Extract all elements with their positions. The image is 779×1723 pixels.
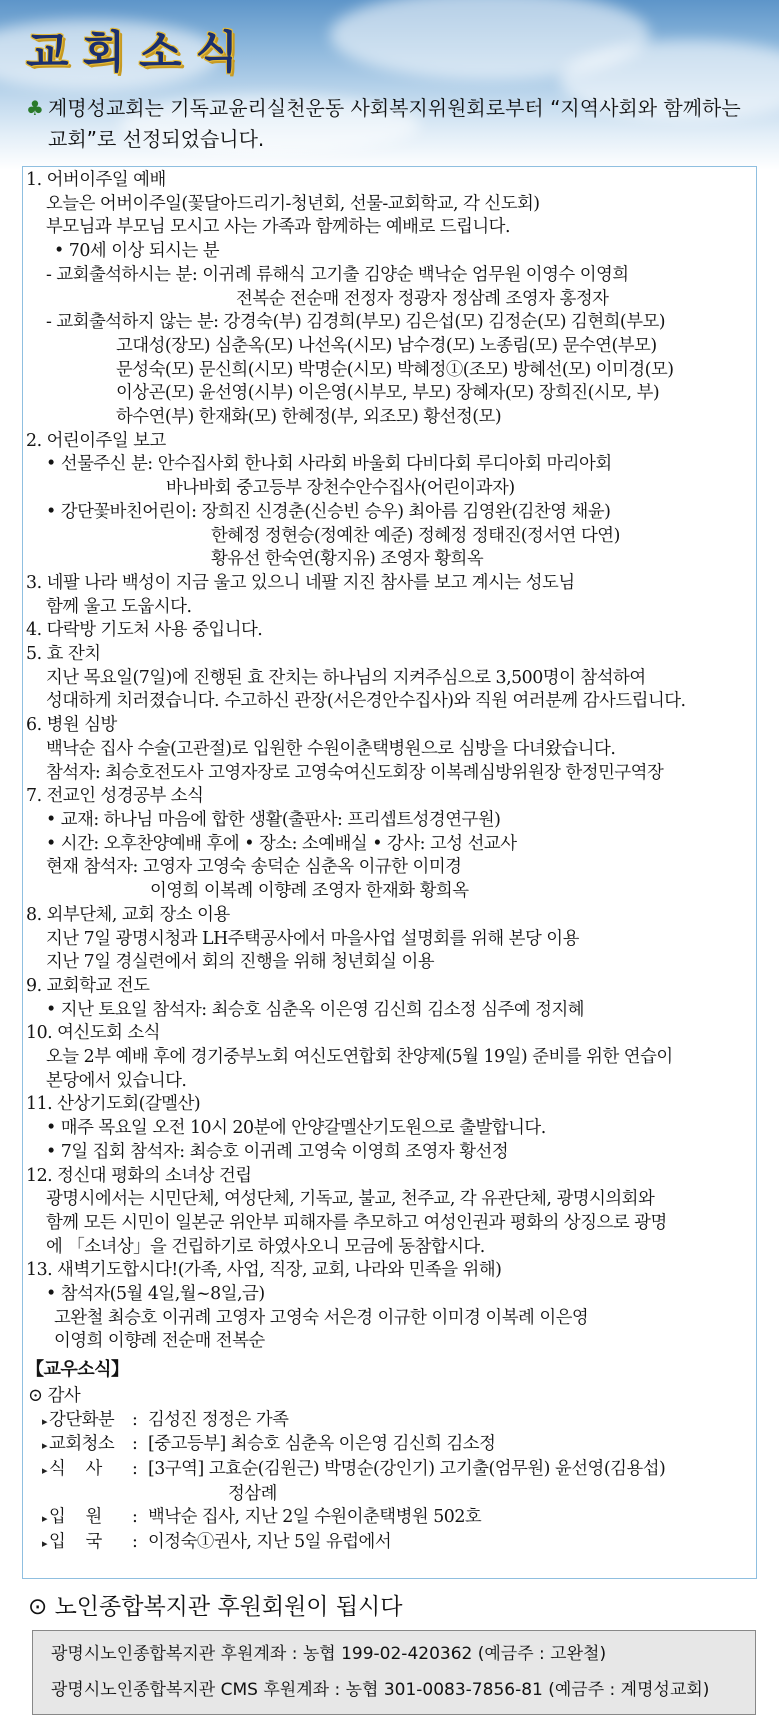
triangle-bullet-icon: ▸ bbox=[42, 1537, 48, 1551]
section-line: 오늘 2부 예배 후에 경기중부노회 여신도연합회 찬양제(5월 19일) 준비를 위한 연습이 bbox=[46, 1047, 673, 1068]
section-line: 전복순 전순매 전정자 정광자 정삼례 조영자 홍정자 bbox=[236, 288, 609, 309]
thanks-label: 감사 bbox=[47, 1385, 81, 1406]
section-line: 본당에서 있습니다. bbox=[46, 1070, 187, 1091]
section-title: 8. 외부단체, 교회 장소 이용 bbox=[26, 904, 230, 925]
section-line: 고대성(장모) 심춘옥(모) 나선옥(시모) 남수경(모) 노종림(모) 문수연(부모) bbox=[116, 335, 657, 356]
section-9 bbox=[26, 975, 756, 1022]
section-title: 12. 정신대 평화의 소녀상 건립 bbox=[26, 1165, 252, 1186]
triangle-bullet-icon: ▸ bbox=[42, 1414, 48, 1428]
row-colon: : bbox=[132, 1532, 138, 1553]
section-5 bbox=[26, 643, 756, 714]
club-icon: ♣ bbox=[26, 96, 44, 120]
section-13 bbox=[26, 1259, 756, 1354]
row-colon: : bbox=[132, 1409, 138, 1430]
intro-text: 계명성교회는 기독교윤리실천운동 사회복지위원회로부터 “지역사회와 함께하는 교회”로 선정되었습니다. bbox=[48, 96, 741, 151]
section-title: 7. 전교인 성경공부 소식 bbox=[26, 786, 204, 807]
row-value: [중고등부] 최승호 심춘옥 이은영 김신희 김소정 bbox=[148, 1434, 496, 1455]
section-line: 이상곤(모) 윤선영(시부) 이은영(시부모, 부모) 장혜자(모) 장희진(시모, 부) bbox=[116, 383, 660, 404]
page-title: 교회소식 bbox=[26, 27, 253, 78]
section-line: • 시간: 오후찬양예배 후에 • 장소: 소예배실 • 강사: 고성 선교사 bbox=[46, 833, 517, 854]
section-line: 에 「소녀상」을 건립하기로 하였사오니 모금에 동참합시다. bbox=[46, 1236, 485, 1257]
section-line: 참석자: 최승호전도사 고영자장로 고영숙여신도회장 이복례심방위원장 한정민구역장 bbox=[46, 762, 664, 783]
section-line: - 교회출석하지 않는 분: 강경숙(부) 김경희(부모) 김은섭(모) 김정순(모) 김현희(부모) bbox=[46, 312, 666, 333]
section-line: 현재 참석자: 고영자 고영숙 송덕순 심춘옥 이규한 이미경 bbox=[46, 857, 462, 878]
section-line: 광명시에서는 시민단체, 여성단체, 기독교, 불교, 천주교, 각 유관단체, 광명시의회와 bbox=[46, 1189, 655, 1210]
section-line: 이영희 이복례 이향례 조영자 한재화 황희옥 bbox=[150, 881, 469, 902]
header-banner bbox=[0, 0, 779, 170]
section-line: 함께 모든 시민이 일본군 위안부 피해자를 추모하고 여성인권과 평화의 상징으로 광명 bbox=[46, 1212, 667, 1233]
row-label: 교회청소 bbox=[49, 1434, 115, 1455]
section-line: • 지난 토요일 참석자: 최승호 심춘옥 이은영 김신희 김소정 심주예 정지혜 bbox=[46, 999, 585, 1020]
section-line: 고완철 최승호 이귀례 고영자 고영숙 서은경 이규한 이미경 이복례 이은영 bbox=[54, 1307, 589, 1328]
section-title: 2. 어린이주일 보고 bbox=[26, 430, 166, 451]
member-news-row bbox=[26, 1531, 756, 1556]
member-news-title: 【교우소식】 bbox=[26, 1359, 129, 1381]
news-content-box bbox=[22, 166, 757, 1579]
row-value: 김성진 정정은 가족 bbox=[148, 1409, 289, 1430]
row-label: 식 사 bbox=[49, 1458, 102, 1479]
section-title: 5. 효 잔치 bbox=[26, 644, 101, 665]
circle-dot-icon: ⊙ bbox=[28, 1594, 48, 1620]
section-title: 1. 어버이주일 예배 bbox=[26, 170, 166, 190]
section-title: 11. 산상기도회(갈멜산) bbox=[26, 1094, 201, 1115]
section-title: 9. 교회학교 전도 bbox=[26, 975, 150, 996]
section-8 bbox=[26, 904, 756, 975]
section-3 bbox=[26, 572, 756, 619]
section-line: 하수연(부) 한재화(모) 한혜정(부, 외조모) 황선정(모) bbox=[116, 407, 502, 428]
section-line: - 교회출석하시는 분: 이귀례 류해식 고기출 김양순 백낙순 엄무원 이영수 이영희 bbox=[46, 264, 629, 285]
section-line: 성대하게 치러졌습니다. 수고하신 관장(서은경안수집사)와 직원 여러분께 감사드립니다. bbox=[46, 691, 686, 712]
row-label: 강단화분 bbox=[49, 1409, 115, 1430]
section-title: 13. 새벽기도합시다!(가족, 사업, 직장, 교회, 나라와 민족을 위해) bbox=[26, 1260, 502, 1281]
section-line: • 선물주신 분: 안수집사회 한나회 사라회 바울회 다비다회 루디아회 마리아회 bbox=[46, 454, 612, 475]
triangle-bullet-icon: ▸ bbox=[42, 1512, 48, 1526]
member-news-row bbox=[26, 1433, 756, 1458]
section-line: • 70세 이상 되시는 분 bbox=[54, 241, 220, 262]
section-line: 백낙순 집사 수술(고관절)로 입원한 수원이춘택병원으로 심방을 다녀왔습니다. bbox=[46, 738, 616, 759]
section-2 bbox=[26, 430, 756, 572]
section-12 bbox=[26, 1165, 756, 1260]
section-6 bbox=[26, 714, 756, 785]
section-line: 부모님과 부모님 모시고 사는 가족과 함께하는 예배로 드립니다. bbox=[46, 217, 511, 238]
section-line: • 7일 집회 참석자: 최승호 이귀례 고영숙 이영희 조영자 황선정 bbox=[46, 1141, 509, 1162]
section-line: • 강단꽃바친어린이: 장희진 신경춘(신승빈 승우) 최아름 김영완(김찬영 채윤) bbox=[46, 501, 611, 522]
row-label: 입 원 bbox=[49, 1507, 102, 1528]
member-news-row-continued bbox=[26, 1483, 756, 1507]
section-title: 3. 네팔 나라 백성이 지금 울고 있으니 네팔 지진 참사를 보고 계시는 성도님 bbox=[26, 572, 575, 593]
section-line: 지난 목요일(7일)에 진행된 효 잔치는 하나님의 지켜주심으로 3,500명이 참석하여 bbox=[46, 667, 646, 688]
section-10 bbox=[26, 1022, 756, 1093]
bank-account-line: 광명시노인종합복지관 CMS 후원계좌 : 농협 301-0083-7856-81 (예금주 : 계명성교회) bbox=[51, 1680, 710, 1700]
row-value: 정삼례 bbox=[228, 1483, 277, 1504]
section-line: 한혜정 정현승(정예찬 예준) 정혜정 정태진(정서연 다연) bbox=[211, 525, 620, 546]
section-line: 이영희 이향례 전순매 전복순 bbox=[54, 1331, 265, 1352]
thanks-heading bbox=[26, 1384, 756, 1409]
section-line: • 교재: 하나님 마음에 합한 생활(출판사: 프리셉트성경연구원) bbox=[46, 809, 501, 830]
section-11 bbox=[26, 1093, 756, 1164]
support-banner-text: 노인종합복지관 후원회원이 됩시다 bbox=[54, 1594, 403, 1620]
section-line: 함께 울고 도웁시다. bbox=[46, 596, 192, 617]
section-title: 10. 여신도회 소식 bbox=[26, 1023, 161, 1044]
section-line: 지난 7일 광명시청과 LH주택공사에서 마을사업 설명회를 위해 본당 이용 bbox=[46, 928, 579, 949]
row-colon: : bbox=[132, 1434, 138, 1455]
member-news-row bbox=[26, 1506, 756, 1531]
section-line: 문성숙(모) 문신희(시모) 박명순(시모) 박혜정①(조모) 방혜선(모) 이미경(모) bbox=[116, 359, 674, 380]
section-1 bbox=[26, 169, 756, 430]
section-line: • 참석자(5월 4일,월~8일,금) bbox=[46, 1284, 265, 1305]
section-line: 바나바회 중고등부 장천수안수집사(어린이과자) bbox=[166, 478, 515, 499]
section-4 bbox=[26, 619, 756, 643]
row-colon: : bbox=[132, 1507, 138, 1528]
member-news bbox=[26, 1358, 756, 1556]
row-value: 이정숙①권사, 지난 5일 유럽에서 bbox=[148, 1532, 392, 1553]
section-7 bbox=[26, 785, 756, 904]
member-news-row bbox=[26, 1458, 756, 1483]
row-value: [3구역] 고효순(김원근) 박명순(강인기) 고기출(엄무원) 윤선영(김용섭) bbox=[148, 1458, 666, 1479]
row-value: 백낙순 집사, 지난 2일 수원이춘택병원 502호 bbox=[148, 1507, 482, 1528]
support-banner bbox=[28, 1588, 768, 1621]
row-colon: : bbox=[132, 1458, 138, 1479]
triangle-bullet-icon: ▸ bbox=[42, 1439, 48, 1453]
bank-account-box bbox=[32, 1630, 756, 1715]
row-label bbox=[26, 1483, 132, 1507]
section-line: • 매주 목요일 오전 10시 20분에 안양갈멜산기도원으로 출발합니다. bbox=[46, 1118, 546, 1139]
section-line: 황유선 한숙연(황지유) 조영자 황희옥 bbox=[211, 549, 484, 570]
section-line: 오늘은 어버이주일(꽃달아드리기-청년회, 선물-교회학교, 각 신도회) bbox=[46, 193, 540, 214]
circle-dot-icon: ⊙ bbox=[28, 1384, 43, 1406]
triangle-bullet-icon: ▸ bbox=[42, 1463, 48, 1477]
bank-account-line: 광명시노인종합복지관 후원계좌 : 농협 199-02-420362 (예금주 : 고완철) bbox=[51, 1644, 607, 1664]
intro-notice bbox=[26, 93, 766, 155]
section-line: 지난 7일 경실련에서 회의 진행을 위해 청년회실 이용 bbox=[46, 952, 435, 973]
section-title: 4. 다락방 기도처 사용 중입니다. bbox=[26, 620, 263, 641]
member-news-row bbox=[26, 1409, 756, 1434]
section-title: 6. 병원 심방 bbox=[26, 715, 117, 736]
row-label: 입 국 bbox=[49, 1532, 102, 1553]
